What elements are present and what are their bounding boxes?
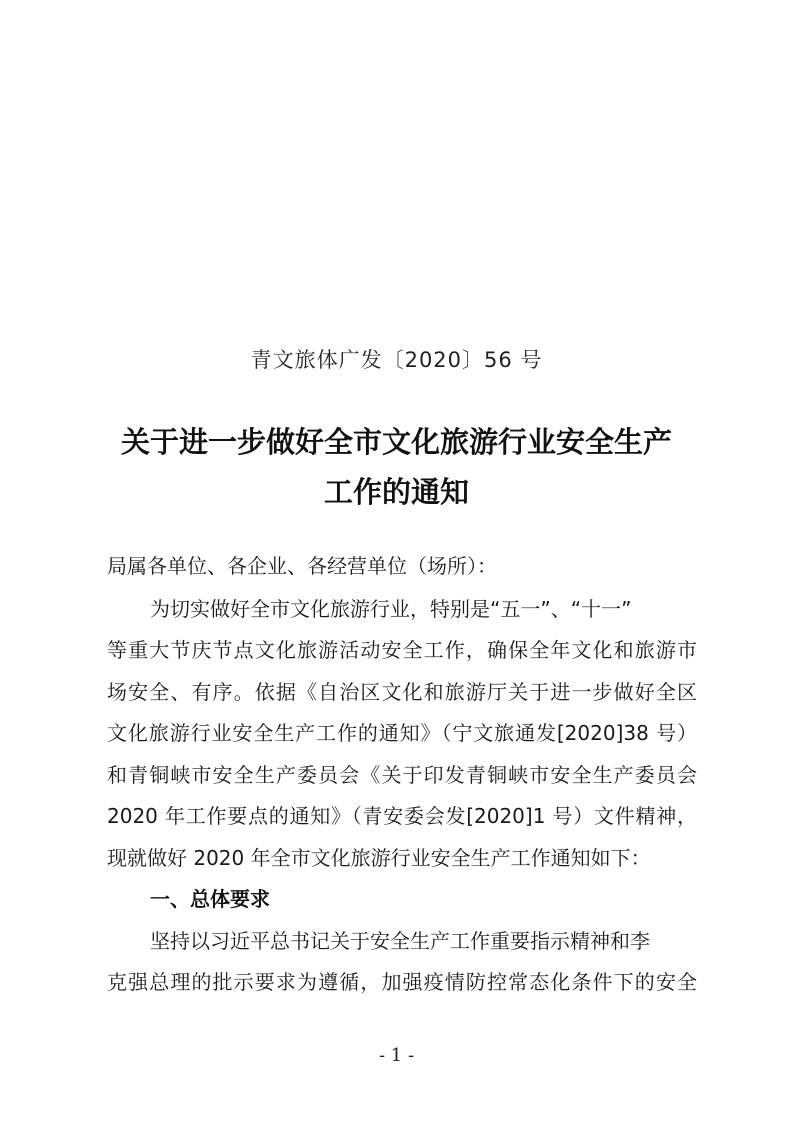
paragraph-2-line: 坚持以习近平总书记关于安全生产工作重要指示精神和李: [150, 929, 650, 953]
paragraph-1-line: 为切实做好全市文化旅游行业，特别是“五一”、“十一”: [150, 597, 632, 621]
paragraph-1-line: 现就做好 2020 年全市文化旅游行业安全生产工作通知如下：: [107, 846, 651, 870]
paragraph-1-line: 文化旅游行业安全生产工作的通知》（宁文旅通发[2020]38 号）: [107, 721, 697, 745]
paragraph-1-line: 和青铜峡市安全生产委员会《关于印发青铜峡市安全生产委员会: [107, 763, 697, 787]
document-title-line-2: 工作的通知: [323, 475, 469, 509]
document-number: 青文旅体广发〔2020〕56 号: [250, 348, 543, 372]
paragraph-2-line: 克强总理的批示要求为遵循，加强疫情防控常态化条件下的安全: [107, 970, 697, 994]
document-title-line-1: 关于进一步做好全市文化旅游行业安全生产: [120, 425, 672, 459]
paragraph-1-line: 2020 年工作要点的通知》（青安委会发[2020]1 号）文件精神，: [107, 804, 697, 828]
paragraph-1-line: 场安全、有序。依据《自治区文化和旅游厅关于进一步做好全区: [107, 680, 697, 704]
salutation: 局属各单位、各企业、各经营单位（场所）：: [107, 554, 497, 578]
paragraph-1-line: 等重大节庆节点文化旅游活动安全工作，确保全年文化和旅游市: [107, 638, 697, 662]
page-number: - 1 -: [378, 1045, 415, 1066]
section-heading-1: 一、总体要求: [150, 887, 270, 911]
